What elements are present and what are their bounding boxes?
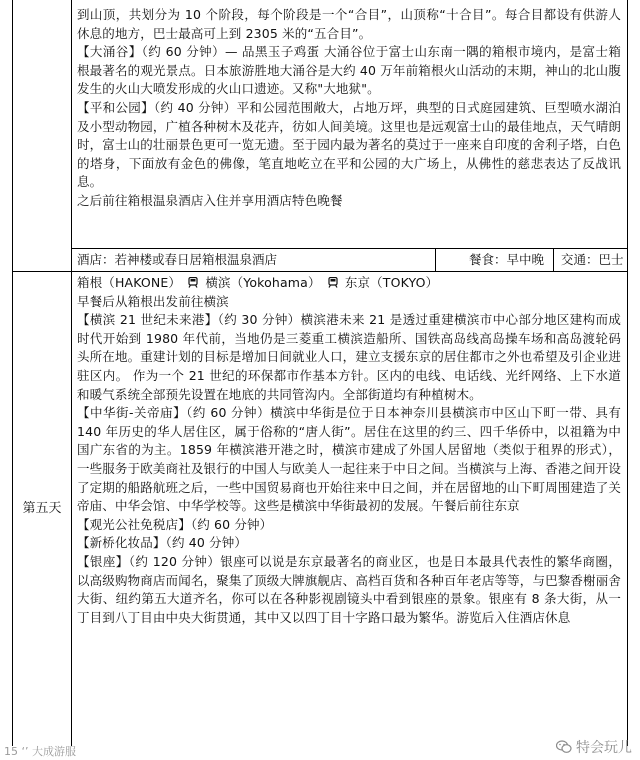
hotel-text: 酒店：若神楼或春日居箱根温泉酒店 [77,252,278,267]
day5-paragraph: 早餐后从箱根出发前往横滨 [77,293,229,309]
itinerary-table [12,0,628,746]
watermark-bar [0,740,640,760]
day5-paragraph: 【新桥化妆品】（约 40 分钟） [77,535,248,551]
meals-text: 餐食：早中晚 [469,252,545,267]
wechat-icon [556,740,572,754]
day4-paragraph: 【平和公园】（约 40 分钟）平和公园范围敞大，占地万坪，典型的日式庭园建筑、巨型喷水湖泊及小型动物园，广植各种树木及花卉，彷如人间美境。这里也是远观富士山的最佳地点，天气晴朗时，富士山的壮丽景色更可一览无遗。至于园内最为著名的莫过于一座来自印度的舍利子塔，白色的塔身，下面放有金色的佛像，笔直地屹立在平和公园的大广场上，从佛性的慈悲表达了反战讯息。 [77,99,621,190]
day5-content [77,274,621,627]
day4-paragraph: 到山顶，共划分为 10 个阶段，每个阶段是一个“合目”，山顶称“十合目”。每合目都设有供游人休息的地方，巴士最高可上到 2305 米的“五合目”。 [77,7,621,41]
route-end: 东京（TOKYO） [344,275,439,290]
day4-paragraph: 之后前往箱根温泉酒店入住并享用酒店特色晚餐 [77,192,343,208]
day-label: 第五天 [22,501,62,516]
cell-divider [435,249,436,271]
watermark-right-text: 特会玩儿 [576,740,632,756]
route-line [77,274,621,293]
route-mid: 横滨（Yokohama） [205,275,321,290]
day5-paragraph: 【银座】（约 120 分钟）银座可以说是东京最著名的商业区，也是日本最具代表性的繁华商圈，以高级购物商店而闻名，聚集了顶级大牌旗舰店、高档百货和各种百年老店等等，与巴黎香榭丽舍大街、纽约第五大道齐名，你可以在各种影视剧镜头中看到银座的景象。银座有 8 条大街，从一丁目到八丁目由中央大街贯通，其中又以四丁目十字路口最为繁华。游览后入住酒店休息 [77,553,621,625]
train-icon [188,277,198,288]
day5-paragraph: 【中华街-关帝庙】（约 60 分钟）横滨中华街是位于日本神奈川县横滨市中区山下町一带、具有 140 年历史的华人居住区，属于俗称的“唐人街”。居住在这里的约三、四千华侨中，以祖籍为中国广东省的为主。1859 年横滨港开港之时，横滨市建成了外国人居留地（类似于租界的形式），一些服务于欧美商社及银行的中国人与欧美人一起往来于中日之间。当横滨与上海、香港之间开设了定期的船路航班之后，一些中国贸易商也开始往来中日之间，并在居留地的山下町周围建造了关帝庙、中华会馆、中华学校等。这些是横滨中华街最初的发展。午餐后前往东京 [77,405,621,514]
transport-text: 交通：巴士 [561,252,624,267]
day5-paragraph: 【横滨 21 世纪未来港】（约 30 分钟）横滨港未来 21 是透过重建横滨市中心部分地区建构而成时代开始到 1980 年代前，当地仍是三菱重工横滨造船所、国铁高岛线高岛操车场和高岛渡轮码头所在地。重建计划的目标是增加日间就业人口，建立支援东京的居住都市之外也希望及引企业进驻区内。 作为一个 21 世纪的环保都市作基本方针。区内的电线、电话线、光纤网络、上下水道和暖气系统全部预先设置在地底的共同管沟内。全部街道均有种植树木。 [77,312,621,402]
route-start: 箱根（HAKONE） [77,275,182,290]
hotel-row [77,249,627,271]
watermark-right [556,737,632,757]
column-divider [71,0,72,746]
day5-paragraph: 【观光公社免税店】（约 60 分钟） [77,516,273,532]
watermark-left: 15 ‘’ 大成游服 [4,745,76,758]
row-divider [13,271,627,272]
day4-paragraph: 【大涌谷】（约 60 分钟）— 品黑玉子鸡蛋 大涌谷位于富士山东南一隅的箱根市境内，是富士箱根最著名的观光景点。日本旅游胜地大涌谷是大约 40 万年前箱根火山活动的末期，神山的北山腹发生的火山大喷发形成的火山口遗迹。又称"大地狱"。 [77,44,621,97]
day4-content [77,6,621,211]
train-icon [328,277,338,288]
cell-divider [553,249,554,271]
